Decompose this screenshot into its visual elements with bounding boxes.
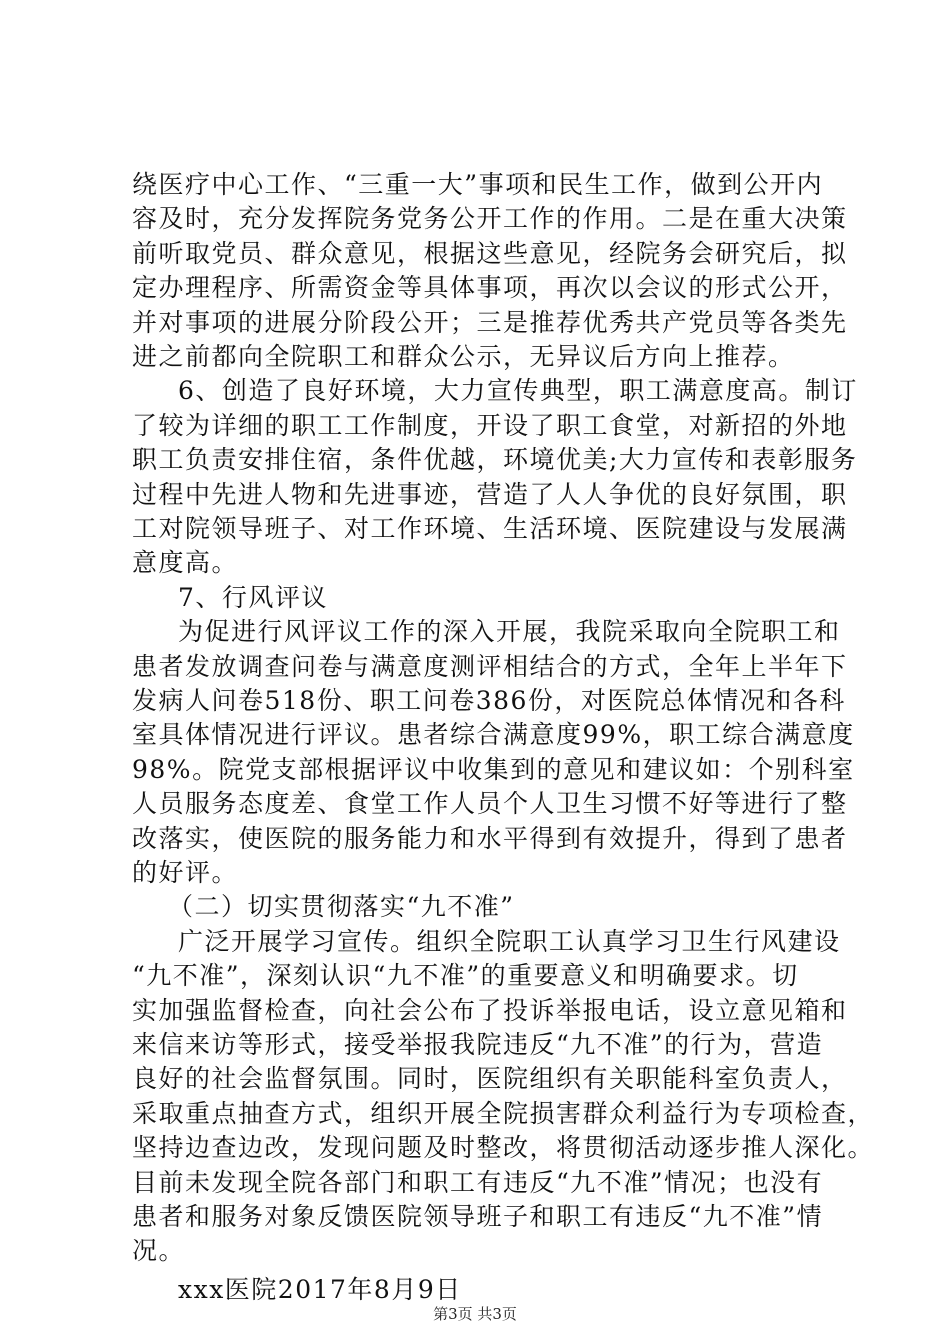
text-line: 为促进行风评议工作的深入开展，我院采取向全院职工和 <box>178 617 841 647</box>
text-line: 患者发放调查问卷与满意度测评相结合的方式，全年上半年下 <box>132 651 848 681</box>
text-line: 目前未发现全院各部门和职工有违反“九不准”情况；也没有 <box>132 1167 824 1197</box>
text-line: 来信来访等形式，接受举报我院违反“九不准”的行为，营造 <box>132 1030 824 1059</box>
text-line: 人员服务态度差、食堂工作人员个人卫生习惯不好等进行了整 <box>132 789 848 819</box>
text-line: 绕医疗中心工作、“三重一大”事项和民生工作，做到公开内 <box>132 170 824 199</box>
text-line: 患者和服务对象反馈医院领导班子和职工有违反“九不准”情 <box>132 1202 824 1231</box>
text-line: 坚持边查边改，发现问题及时整改，将贯彻活动逐步推人深化。 <box>132 1133 875 1163</box>
text-line: 实加强监督检查，向社会公布了投诉举报电话，设立意见箱和 <box>132 995 848 1025</box>
text-line: 98%。院党支部根据评议中收集到的意见和建议如：个别科室 <box>132 754 855 784</box>
text-line: 过程中先进人物和先进事迹，营造了人人争优的良好氛围，职 <box>132 479 848 509</box>
text-line: 况。 <box>132 1236 186 1266</box>
section-heading: （二）切实贯彻落实“九不准” <box>168 892 515 922</box>
text-line: 良好的社会监督氛围。同时，医院组织有关职能科室负责人， <box>132 1064 848 1094</box>
signature-date-line: xxx医院2017年8月9日 <box>178 1274 462 1304</box>
text-line: 采取重点抽查方式，组织开展全院损害群众利益行为专项检查， <box>132 1098 875 1128</box>
text-line: 6、创造了良好环境，大力宣传典型，职工满意度高。制订 <box>178 376 858 406</box>
text-line: 室具体情况进行评议。患者综合满意度99%，职工综合满意度 <box>132 720 855 750</box>
text-line: 发病人问卷518份、职工问卷386份，对医院总体情况和各科 <box>132 686 846 715</box>
text-line: 前听取党员、群众意见，根据这些意见，经院务会研究后，拟 <box>132 238 848 268</box>
text-line: 职工负责安排住宿，条件优越，环境优美;大力宣传和表彰服务 <box>132 445 858 475</box>
section-heading: 7、行风评议 <box>178 582 328 612</box>
text-line: 改落实，使医院的服务能力和水平得到有效提升，得到了患者 <box>132 823 848 853</box>
text-line: 工对院领导班子、对工作环境、生活环境、医院建设与发展满 <box>132 514 848 543</box>
text-line: 广泛开展学习宣传。组织全院职工认真学习卫生行风建设 <box>178 926 841 956</box>
text-line: 容及时，充分发挥院务党务公开工作的作用。二是在重大决策 <box>132 204 848 234</box>
text-line: 定办理程序、所需资金等具体事项，再次以会议的形式公开， <box>132 273 848 303</box>
text-line: “九不准”，深刻认识“九不准”的重要意义和明确要求。切 <box>132 961 799 991</box>
text-line: 的好评。 <box>132 858 239 887</box>
text-line: 意度高。 <box>132 548 239 578</box>
text-line: 了较为详细的职工工作制度，开设了职工食堂，对新招的外地 <box>132 410 848 440</box>
text-line: 进之前都向全院职工和群众公示，无异议后方向上推荐。 <box>132 342 795 371</box>
text-line: 并对事项的进展分阶段公开；三是推荐优秀共产党员等各类先 <box>132 307 848 337</box>
page-number-footer: 第3页 共3页 <box>433 1305 517 1323</box>
